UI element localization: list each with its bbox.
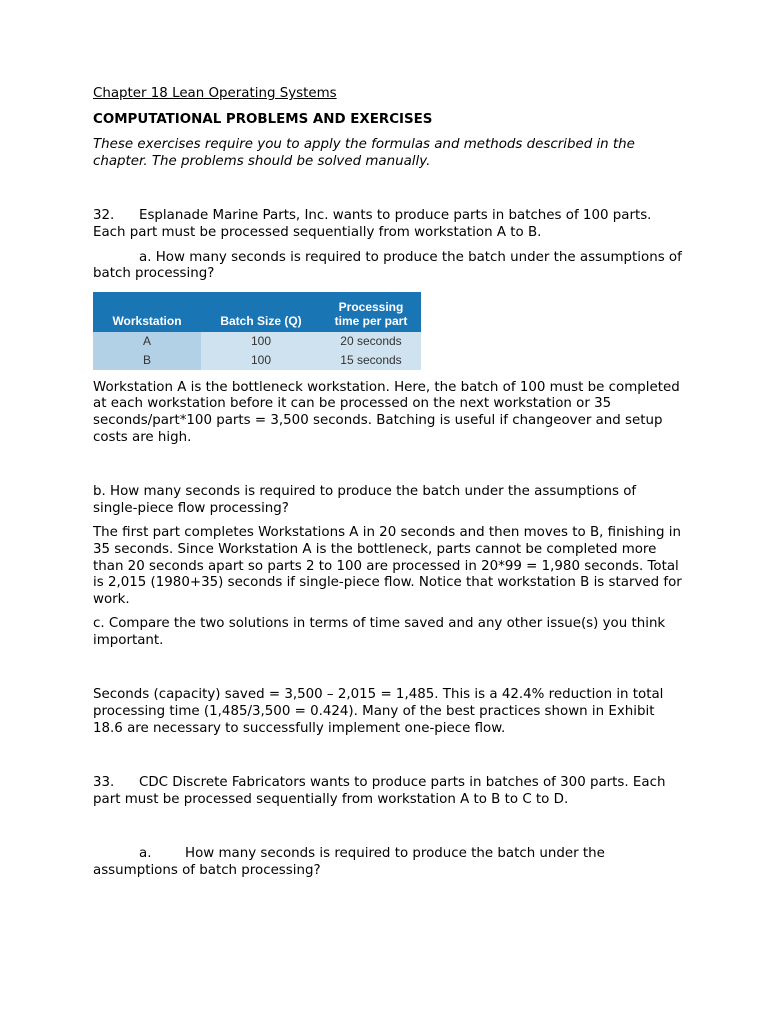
table-cell: 100: [201, 351, 321, 370]
table-cell: A: [93, 332, 201, 351]
table-cell: 100: [201, 332, 321, 351]
column-header-processing-time: Processing time per part: [321, 292, 421, 332]
table-header-row: [93, 292, 421, 332]
problem-32-answer-b: The first part completes Workstations A in 20 seconds and then moves to B, finishing in 35 seconds. Since Workstation A is the bottleneck, parts cannot be completed more than 20 seconds apart so parts 2 to 100 are processed in 20*99 = 1,980 seconds. Total is 2,015 (1980+35) seconds if single-piece flow. Notice that workstation B is starved for work.: [93, 525, 682, 607]
spacer: [93, 170, 683, 208]
problem-32-part-c: c. Compare the two solutions in terms of time saved and any other issue(s) you think important.: [93, 616, 666, 648]
spacer: [93, 242, 683, 250]
intro-text: These exercises require you to apply the formulas and methods described in the chapter. The problems should be solved manually.: [93, 137, 635, 169]
problem-33-part-a-label: a.: [139, 846, 152, 862]
spacer: [93, 649, 683, 687]
spacer: [93, 517, 683, 525]
section-heading: COMPUTATIONAL PROBLEMS AND EXERCISES: [93, 111, 433, 127]
table-row: [93, 351, 421, 370]
problem-32-number: 32.: [93, 208, 115, 224]
document-page: [93, 86, 683, 880]
column-header-workstation: Workstation: [93, 292, 201, 332]
problem-32-text: Esplanade Marine Parts, Inc. wants to produce parts in batches of 100 parts. Each part must be processed sequentially from workstation A to B.: [93, 208, 652, 240]
problem-32-answer-a: Workstation A is the bottleneck workstation. Here, the batch of 100 must be completed at each workstation before it can be processed on the next workstation or 35 seconds/part*100 parts = 3,500 seconds. Batching is useful if changeover and setup costs are high.: [93, 379, 680, 445]
problem-32: [93, 208, 683, 241]
problem-33-part-a: [93, 846, 683, 879]
table-cell: 15 seconds: [321, 351, 421, 370]
problem-32-part-a: a. How many seconds is required to produce the batch under the assumptions of batch processing?: [93, 249, 682, 282]
problem-32-part-b: b. How many seconds is required to produce the batch under the assumptions of single-piece flow processing?: [93, 484, 637, 516]
problem-33-part-a-text: How many seconds is required to produce the batch under the assumptions of batch processing?: [93, 846, 605, 879]
problem-33: [93, 775, 683, 808]
table-row: [93, 332, 421, 351]
column-header-batch-size: Batch Size (Q): [201, 292, 321, 332]
problem-33-text: CDC Discrete Fabricators wants to produce parts in batches of 300 parts. Each part must be processed sequentially from workstation A to B to C to D.: [93, 775, 666, 807]
spacer: [93, 808, 683, 846]
spacer: [93, 737, 683, 775]
chapter-title: Chapter 18 Lean Operating Systems: [93, 86, 337, 101]
workstation-table: [93, 292, 421, 370]
problem-32-answer-c: Seconds (capacity) saved = 3,500 – 2,015 = 1,485. This is a 42.4% reduction in total processing time (1,485/3,500 = 0.424). Many of the best practices shown in Exhibit 18.6 are necessary to successfully implement one-piece flow.: [93, 687, 664, 736]
table-cell: B: [93, 351, 201, 370]
table-cell: 20 seconds: [321, 332, 421, 351]
problem-33-number: 33.: [93, 775, 115, 791]
spacer: [93, 608, 683, 616]
spacer: [93, 446, 683, 484]
